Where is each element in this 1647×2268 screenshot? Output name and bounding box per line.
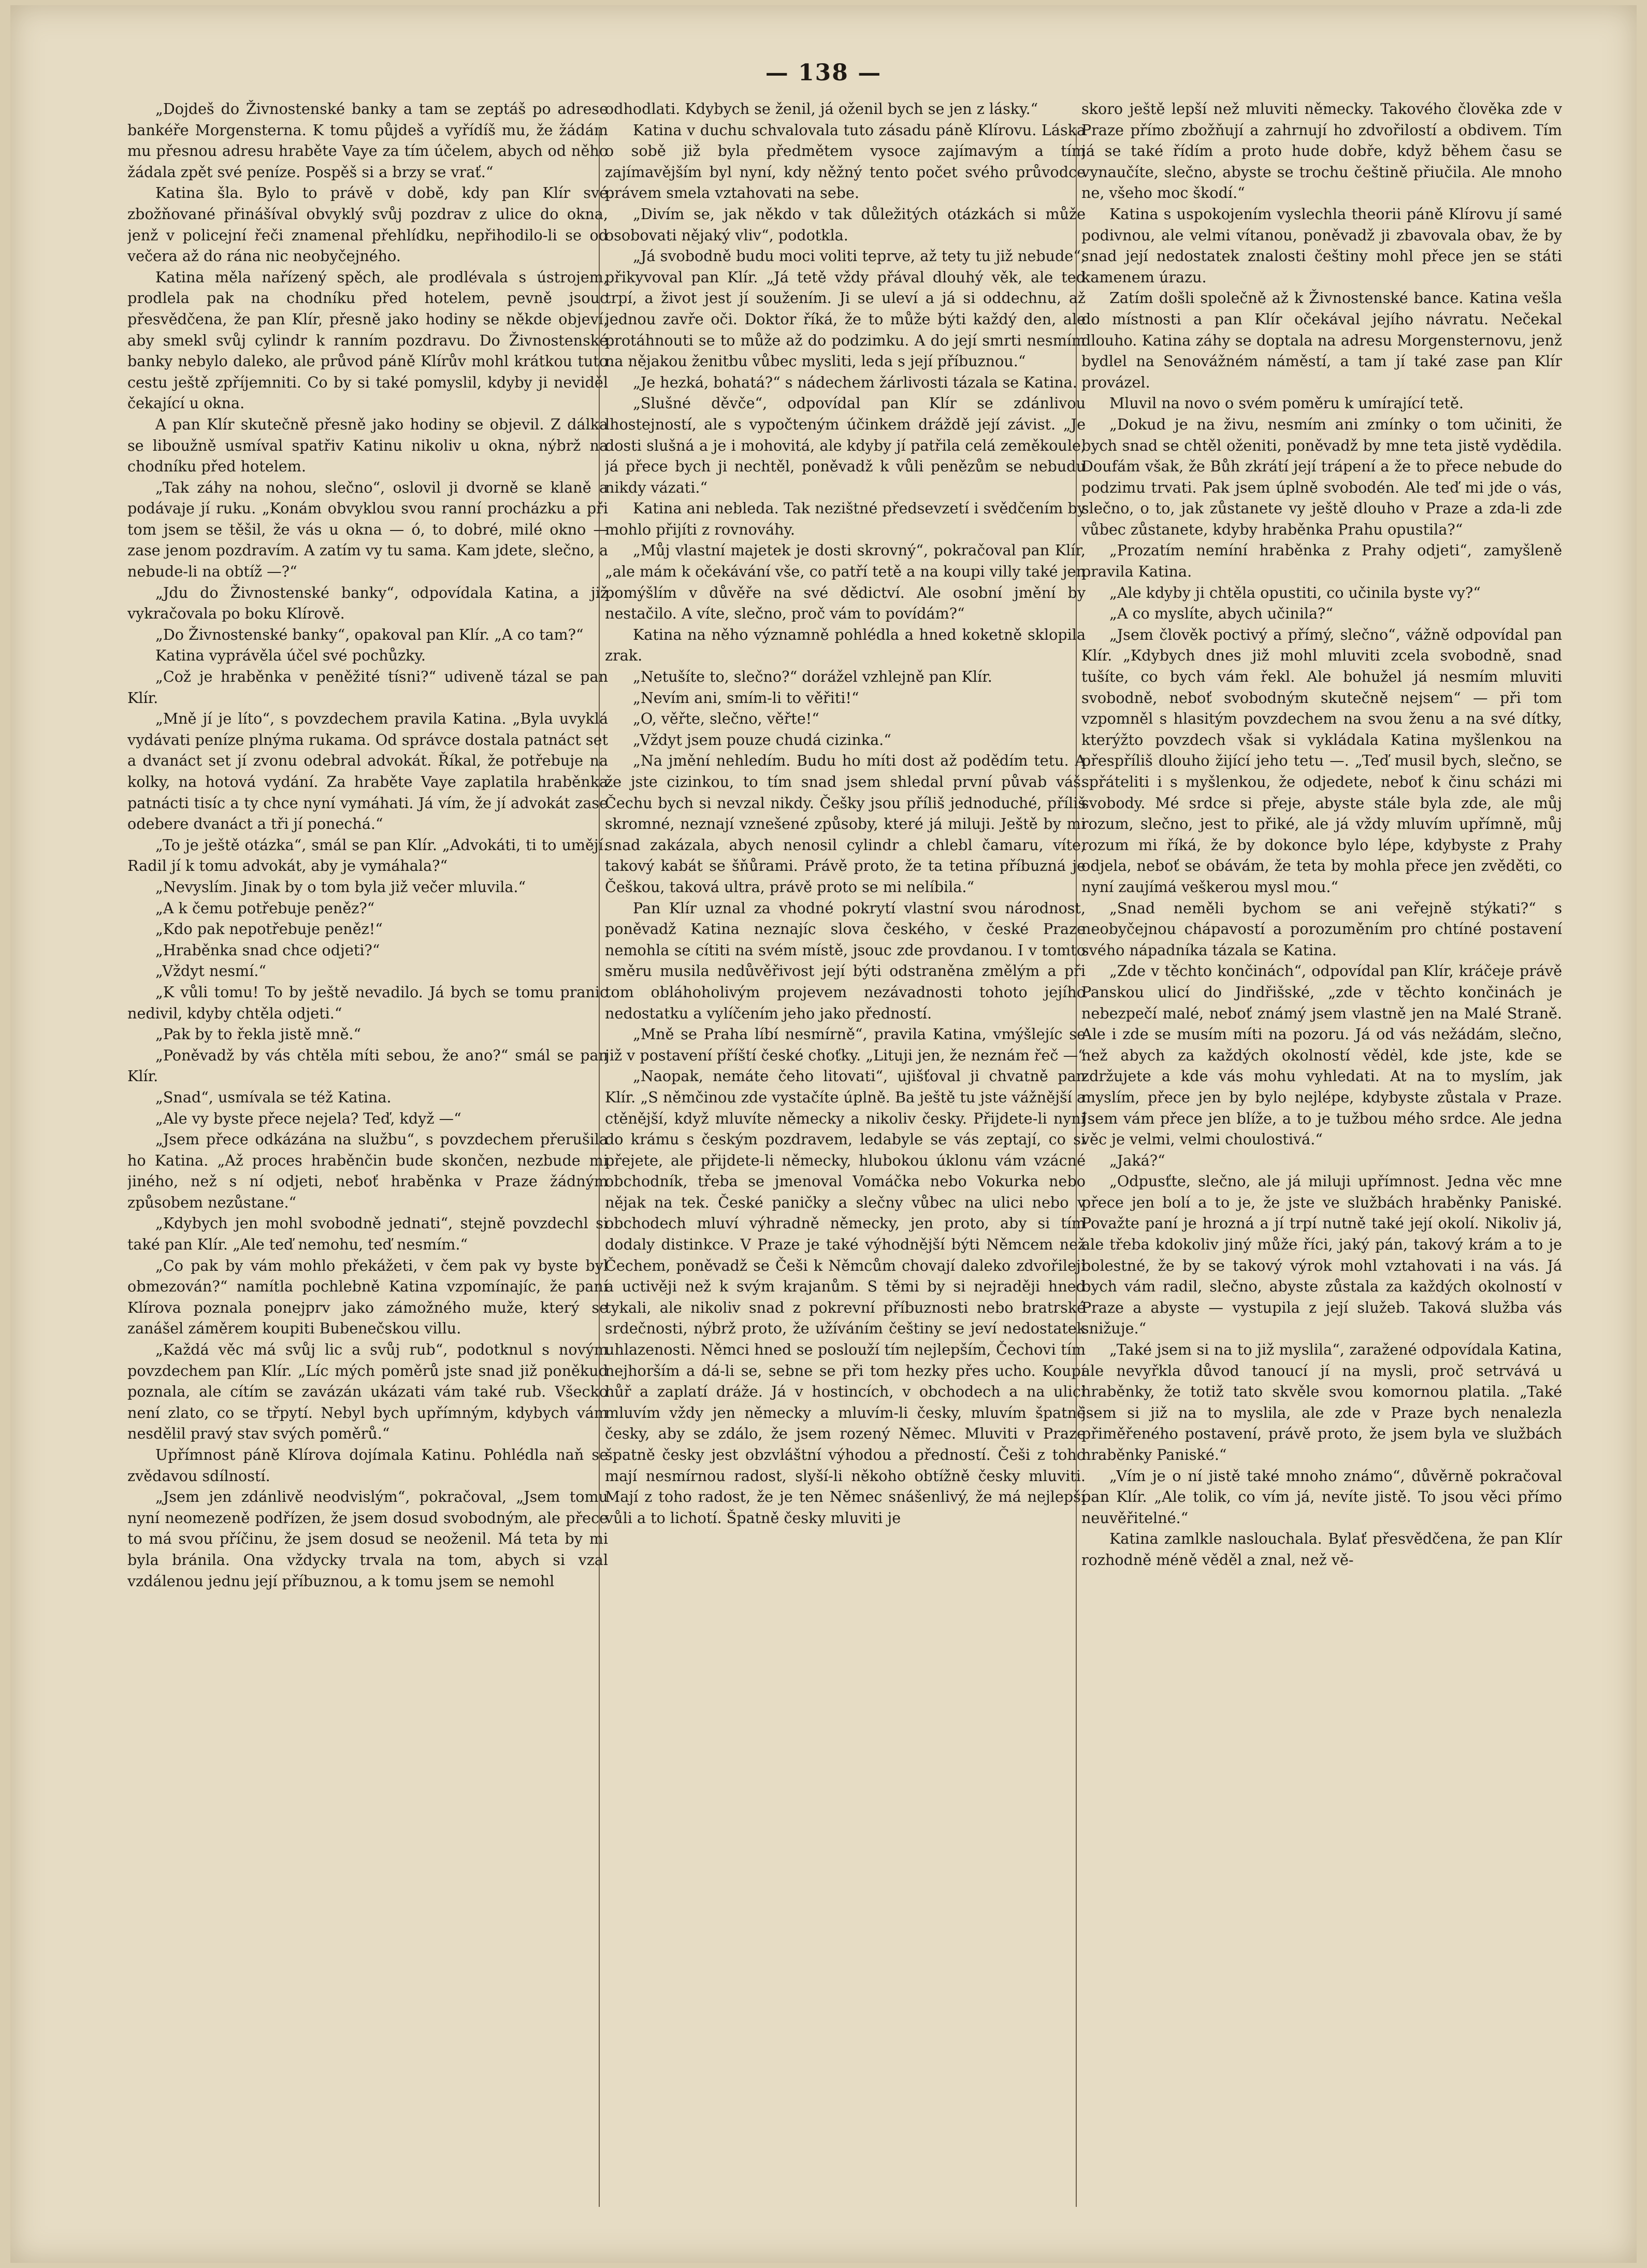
paragraph: „Kdybych jen mohl svobodně jednati“, stejně povzdechl si také pan Klír. „Ale teď nemohu, teď nesmím.“ <box>127 1214 608 1254</box>
paragraph: „Jsem jen zdánlivě neodvislým“, pokračoval, „Jsem tomu nyní neomezeně podřízen, že jsem dosud svobodným, ale přece to má svou příčinu, že jsem dosud se neoženil. Má teta by mi byla bránila. Ona vždycky trvala na tom, abych si vzal vzdálenou jednu její příbuznou, a k tomu jsem se nemohl <box>127 1488 608 1590</box>
paragraph: „A co myslíte, abych učinila?“ <box>1109 605 1333 623</box>
paragraph: „Naopak, nemáte čeho litovati“, ujišťoval ji chvatně pan Klír. „S němčinou zde vystačíte úplně. Ba ještě tu jste vážnější a ctěnější, když mluvíte německy a nikoliv česky. Přijdete-li nyní do krámu s českým pozdravem, ledabyle se vás zeptají, co si přejete, ale přijdete-li německy, hlubokou úklonu vám vzácné obchodník, třeba se jmenoval Vomáčka nebo Vokurka nebo nějak na tek. České paničky a slečny vůbec na ulici nebo v obchodech mluví výhradně německy, jen proto, aby si tím dodaly distinkce. V Praze je také výhodnější býti Němcem než Čechem, poněvadž se Češi k Němcům chovají daleko zdvořileji a uctivěji než k svým krajanům. S těmi by si nejraději hned tykali, ale nikoliv snad z pokrevní příbuznosti nebo bratrské srdečnosti, nýbrž proto, že užíváním češtiny se jeví nedostatek uhlazenosti. Němci hned se poslouží tím nejlepším, Čechovi tím nejhorším a dá-li se, sebne se při tom hezky přes ucho. Koupí hůř a zaplatí dráže. Já v hostincích, v obchodech a na ulici mluvím vždy jen německy a mluvím-li česky, mluvím špatně česky, aby se zdálo, že jsem rozený Němec. Mluviti v Praze špatně česky jest obzvláštní výhodou a předností. Češi z toho mají nesmírnou radost, slyší-li někoho obtížně česky mluviti. Mají z toho radost, že je ten Němec snášenlivý, že má nejlepší vůli a to lichotí. Špatně česky mluviti je <box>605 1067 1086 1527</box>
paragraph: Katina v duchu schvalovala tuto zásadu páně Klírovu. Láska o sobě již byla předmětem vysoce zajímavým a tím zajímavějším byl nyní, kdy něžný tento počet svého průvodce právem smela vztahovati na sebe. <box>605 121 1086 202</box>
paragraph: skoro ještě lepší než mluviti německy. Takového člověka zde v Praze přímo zbožňují a zahrnují ho zdvořilostí a obdivem. Tím já se také řídím a proto hude dobře, když během času se vynaučíte, slečno, abyste se trochu češtině přiučila. Ale mnoho ne, všeho moc škodí.“ <box>1081 100 1562 202</box>
paragraph: „Kdo pak nepotřebuje peněz!“ <box>155 920 383 938</box>
paragraph: „To je ještě otázka“, smál se pan Klír. „Advokáti, ti to umějí. Radil jí k tomu advokát, aby je vymáhala?“ <box>127 836 608 875</box>
paragraph: odhodlati. Kdybych se ženil, já oženil bych se jen z lásky.“ <box>605 100 1038 118</box>
paragraph: „Mně se Praha líbí nesmírně“, pravila Katina, vmýšlejíc se již v postavení příští české choťky. „Lituji jen, že neznám řeč —“ <box>605 1025 1086 1064</box>
newspaper-page <box>10 5 1637 2263</box>
paragraph: „Dojdeš do Živnostenské banky a tam se zeptáš po adrese bankéře Morgensterna. K tomu půjdeš a vyřídíš mu, že žádám mu přesnou adresu hraběte Vaye za tím účelem, abych od něho žádala zpět své peníze. Pospěš si a brzy se vrať.“ <box>127 100 608 181</box>
paragraph: „Do Živnostenské banky“, opakoval pan Klír. „A co tam?“ <box>155 625 584 643</box>
paragraph: „Divím se, jak někdo v tak důležitých otázkách si může osobovati nějaký vliv“, podotkla. <box>605 205 1086 244</box>
paragraph: Katina zamlkle naslouchala. Bylať přesvědčena, že pan Klír rozhodně méně věděl a znal, než vě- <box>1081 1530 1562 1569</box>
text-column-2 <box>605 98 1086 2217</box>
paragraph: „Vždyt jsem pouze chudá cizinka.“ <box>633 730 891 749</box>
paragraph: „Mně jí je líto“, s povzdechem pravila Katina. „Byla uvyklá vydávati peníze plnýma rukama. Od správce dostala patnáct set a dvanáct set jí zvonu odebral advokát. Říkal, že potřebuje na kolky, na hotová vydání. Za hraběte Vaye zaplatila hraběnka patnácti tisíc a ty chce nyní vymáhati. Já vím, že jí advokát zase odebere dvanáct a tři jí ponechá.“ <box>127 710 608 833</box>
paragraph: Katina měla nařízený spěch, ale prodlévala s ústrojem, prodlela pak na chodníku před hotelem, pevně jsouc přesvědčena, že pan Klír, přesně jako hodiny se někde objeví, aby smekl svůj cylindr k ranním pozdravu. Do Živnostenské banky nebylo daleko, ale průvod páně Klírův mohl krátkou tuto cestu ještě zpříjemniti. Co by si také pomyslil, kdyby ji neviděl čekající u okna. <box>127 268 608 412</box>
paragraph: „Hraběnka snad chce odjeti?“ <box>155 941 380 959</box>
paragraph: „Můj vlastní majetek je dosti skrovný“, pokračoval pan Klír, „ale mám k očekávání vše, co patří tetě a na koupi villy také jen pomýšlím v důvěře na své dědictví. Ale osobní jmění by nestačilo. A víte, slečno, proč vám to povídám?“ <box>605 541 1086 623</box>
paragraph: „Také jsem si na to již myslila“, zaražené odpovídala Katina, ale nevyřkla důvod tanoucí jí na mysli, proč setrvává u hraběnky, že totiž tato skvěle svou komornou platila. „Také jsem si již na to myslila, ale zde v Praze bych nenalezla přiměřeného postavení, právě proto, že jsem byla ve službách hraběnky Paniské.“ <box>1081 1341 1562 1463</box>
paragraph: „Tak záhy na nohou, slečno“, oslovil ji dvorně se klaně a podávaje jí ruku. „Konám obvyklou svou ranní procházku a při tom jsem se těšil, že vás u okna — ó, to dobré, milé okno — zase jenom pozdravím. A zatím vy tu sama. Kam jdete, slečno, a nebude-li na obtíž —?“ <box>127 478 608 581</box>
paragraph: A pan Klír skutečně přesně jako hodiny se objevil. Z dálka se liboužně usmíval spatřiv Katinu nikoliv u okna, nýbrž na chodníku před hotelem. <box>127 415 608 476</box>
paragraph: „K vůli tomu! To by ještě nevadilo. Já bych se tomu pranic nedivil, kdyby chtěla odjeti.“ <box>127 983 608 1022</box>
paragraph: „Vím je o ní jistě také mnoho známo“, důvěrně pokračoval pan Klír. „Ale tolik, co vím já, nevíte jistě. To jsou věci přímo neuvěřitelné.“ <box>1081 1467 1562 1527</box>
paragraph: „O, věřte, slečno, věřte!“ <box>633 710 819 728</box>
text-column-3 <box>1081 98 1562 2217</box>
paragraph: „Poněvadž by vás chtěla míti sebou, že ano?“ smál se pan Klír. <box>127 1046 608 1085</box>
paragraph: Katina ani nebleda. Tak nezištné předsevzetí i svědčením by mohlo přijíti z rovnováhy. <box>605 499 1086 538</box>
paragraph: Pan Klír uznal za vhodné pokrytí vlastní svou národnost, poněvadž Katina neznajíc slova českého, v české Praze nemohla se cítiti na svém místě, jsouc zde provdanou. I v tomto směru musila nedůvěřivost její býti odstraněna změlým a při tom obláhoholivým projevem nezávadnosti tohoto jejího nedostatku a vylíčením jeho jako předností. <box>605 899 1086 1022</box>
paragraph: „Nevyslím. Jinak by o tom byla již večer mluvila.“ <box>155 878 526 896</box>
paragraph: „Netušíte to, slečno?“ dorážel vzhlejně pan Klír. <box>633 668 992 686</box>
text-column-1 <box>127 98 608 2217</box>
paragraph: „Slušné děvče“, odpovídal pan Klír se zdánlivou lhostejností, ale s vypočteným účinkem dráždě její závist. „Je dosti slušná a je i mohovitá, ale kdyby jí patřila celá zeměkoule, já přece bych ji nechtěl, poněvadž k vůli penězům se nebudu nikdy vázati.“ <box>605 394 1086 496</box>
paragraph: „Jsem přece odkázána na službu“, s povzdechem přerušila ho Katina. „Až proces hraběnčin bude skončen, nezbude mi jiného, než s ní odjeti, neboť hraběnka v Praze žádným způsobem nezůstane.“ <box>127 1130 608 1211</box>
paragraph: Katina na něho významně pohlédla a hned koketně sklopila zrak. <box>605 625 1086 665</box>
paragraph: „Odpusťte, slečno, ale já miluji upřímnost. Jedna věc mne přece jen bolí a to je, že jste ve službách hraběnky Paniské. Považte paní je hrozná a jí trpí nutně také její okolí. Nikoliv já, ale třeba kdokoliv jiný může říci, jaký pán, takový krám a to je bolestné, že by se takový výrok mohl vztahovati i na vás. Já bych vám radil, slečno, abyste zůstala za každých okolností v Praze a abyste — vystupila z její služeb. Taková služba vás snižuje.“ <box>1081 1172 1562 1338</box>
paragraph: „Snad“, usmívala se též Katina. <box>155 1088 392 1106</box>
paragraph: „A k čemu potřebuje peněz?“ <box>155 899 375 917</box>
paragraph: „Prozatím nemíní hraběnka z Prahy odjeti“, zamyšleně pravila Katina. <box>1081 541 1562 581</box>
paragraph: Katina šla. Bylo to právě v době, kdy pan Klír své zbožňované přinášíval obvyklý svůj pozdrav z ulice do okna, jenž v policejní řeči znamenal přehlídku, nepřihodilo-li se od večera až do rána nic neobyčejného. <box>127 184 608 265</box>
paragraph: Katina s uspokojením vyslechla theorii páně Klírovu jí samé podivnou, ale velmi vítanou, poněvadž ji zbavovala obav, že by snad její nedostatek znalosti češtiny mohl přece jen se státi kamenem úrazu. <box>1081 205 1562 286</box>
paragraph: „Snad neměli bychom se ani veřejně stýkati?“ s neobyčejnou chápavostí a porozuměním pro chtíné postavení svého nápadníka tázala se Katina. <box>1081 899 1562 959</box>
page-number: — 138 — <box>765 60 882 86</box>
paragraph: „Každá věc má svůj lic a svůj rub“, podotknul s novým povzdechem pan Klír. „Líc mých poměrů jste snad již poněkud poznala, ale cítím se zavázán ukázati vám také rub. Všecko není zlato, co se třpytí. Nebyl bych upřímným, kdybych vám nesdělil pravý stav svých poměrů.“ <box>127 1341 608 1443</box>
paragraph: „Jsem člověk poctivý a přímý, slečno“, vážně odpovídal pan Klír. „Kdybych dnes již mohl mluviti zcela svobodně, snad tušíte, co bych vám řekl. Ale bohužel já nesmím mluviti svobodně, neboť svobodným skutečně nejsem“ — při tom vzpomněl s hlasitým povzdechem na svou ženu a na své dítky, kterýžto povzdech však si vykládala Katina myšlenkou na přespříliš dlouho žijící jeho tetu —. „Teď musil bych, slečno, se spřáteliti i s myšlenkou, že odjedete, neboť k činu scházi mi svobody. Mé srdce si přeje, abyste stále byla zde, ale můj rozum, slečno, jest to přiké, ale já vždy mluvím upřímně, můj rozum mi říká, že by dokonce bylo lépe, kdybyste z Prahy odjela, neboť se obávám, že teta by mohla přece jen zvěděti, co nyní zaujímá veškerou mysl mou.“ <box>1081 625 1562 896</box>
paragraph: „Jaká?“ <box>1109 1151 1165 1169</box>
paragraph: „Vždyt nesmí.“ <box>155 962 266 980</box>
paragraph: „Já svobodně budu moci voliti teprve, až tety tu již nebude“, přikyvoval pan Klír. „Já tetě vždy přával dlouhý věk, ale teď trpí, a život jest jí soužením. Ji se uleví a já si oddechnu, až jednou zavře oči. Doktor říká, že to může býti každý den, ale protáhnouti se to může až do podzimku. A do její smrti nesmím na nějakou ženitbu vůbec mysliti, leda s její příbuznou.“ <box>605 247 1086 370</box>
paragraph: „Ale kdyby ji chtěla opustiti, co učinila byste vy?“ <box>1109 583 1481 601</box>
paragraph: „Zde v těchto končinách“, odpovídal pan Klír, kráčeje právě Panskou ulicí do Jindřišské, „zde v těchto končinách je nebezpečí malé, neboť známý jsem vlastně jen na Malé Straně. Ale i zde se musím míti na pozoru. Já od vás nežádám, slečno, než abych za každých okolností vědėl, kde jste, kde se zdržujete a kde vás mohu vyhledati. At na to myslím, jak myslím, přece jen by bylo nejlépe, kdybyste zůstala v Praze. Jsem vám přece jen blíže, a to je tužbou mého srdce. Ale jedna věc je velmi, velmi choulostivá.“ <box>1081 962 1562 1149</box>
paragraph: „Je hezká, bohatá?“ s nádechem žárlivosti tázala se Katina. <box>633 373 1077 391</box>
paragraph: „Jdu do Živnostenské banky“, odpovídala Katina, a již vykračovala po boku Klírově. <box>127 583 608 623</box>
paragraph: „Ale vy byste přece nejela? Teď, když —“ <box>155 1109 461 1127</box>
paragraph: Mluvil na novo o svém poměru k umírající tetě. <box>1109 394 1464 412</box>
paragraph: Upřímnost páně Klírova dojímala Katinu. Pohlédla naň se zvědavou sdílností. <box>127 1446 608 1485</box>
paragraph: Katina vyprávěla účel své pochůzky. <box>155 647 426 665</box>
paragraph: „Na jmění nehledím. Budu ho míti dost až podědím tetu. A že jste cizinkou, to tím snad jsem shledal první půvab váš. Čechu bych si nevzal nikdy. Češky jsou příliš jednoduché, příliš skromné, neznají vznešené způsoby, které já miluji. Ještě by mi snad zakázala, abych nenosil cylindr a chlebl čamaru, víte, takový kabát se šňůrami. Právě proto, že ta tetina příbuzná je Češkou, taková ultra, právě proto se mi nelíbila.“ <box>605 752 1086 896</box>
paragraph: „Nevím ani, smím-li to věřiti!“ <box>633 688 859 707</box>
paragraph: Zatím došli společně až k Živnostenské bance. Katina vešla do místnosti a pan Klír očekával jejího návratu. Nečekal dlouho. Katina záhy se doptala na adresu Morgensternovu, jenž bydlel na Senovážném náměstí, a tam jí také zase pan Klír provázel. <box>1081 289 1562 391</box>
paragraph: „Pak by to řekla jistě mně.“ <box>155 1025 362 1043</box>
paragraph: „Dokud je na živu, nesmím ani zmínky o tom učiniti, že bych snad se chtěl oženiti, poněvadž by mne teta jistě vydědila. Doufám však, že Bůh zkrátí její trápení a že to přece nebude do podzimu trvati. Pak jsem úplně svobodén. Ale teď mi jde o vás, slečno, o to, jak zůstanete vy ještě dlouho v Praze a zda-li zde vůbec zůstanete, kdyby hraběnka Prahu opustila?“ <box>1081 415 1562 538</box>
paragraph: „Což je hraběnka v peněžité tísni?“ udiveně tázal se pan Klír. <box>127 668 608 707</box>
paragraph: „Co pak by vám mohlo překážeti, v čem pak vy byste byl obmezován?“ namítla pochlebně Katina vzpomínajíc, že paní Klírova poznala ponejprv jako zámožného muže, který se zanášel záměrem koupiti Bubenečskou villu. <box>127 1256 608 1338</box>
